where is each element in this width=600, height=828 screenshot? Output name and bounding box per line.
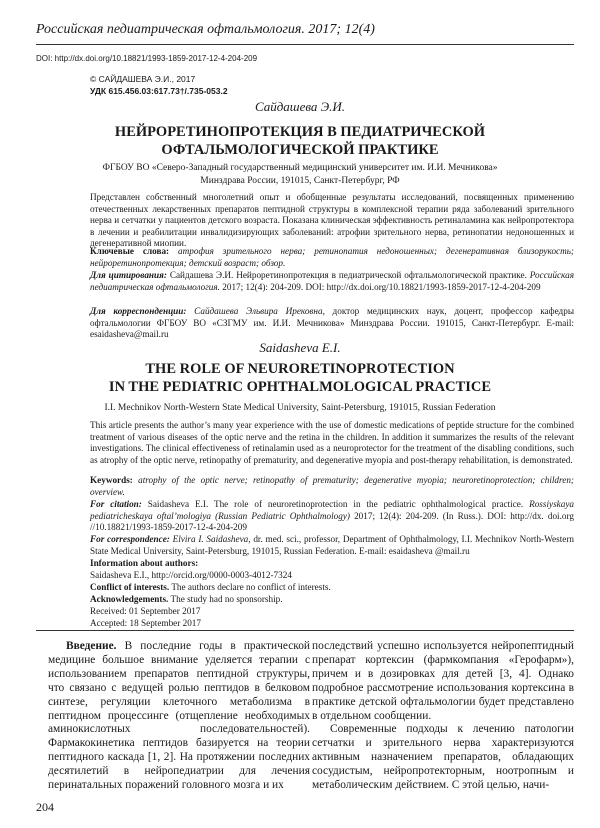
correspondence-en-text: dr. med. sci., professor, Department of Ophthalmology, I.I. Mechnikov North-Western State Medical University, Saint-Petersburg, 191015, Russian Federation. E-mail: esaidasheva @mail.ru: [90, 534, 574, 556]
correspondence-en: [90, 534, 574, 557]
citation-en-tail: 2017; 12(4): 204-209. (In Russ.). DOI: http://dx. doi.org //10.18821/1993-1859-2017-12-4-204-209: [90, 510, 574, 532]
keywords-ru-label: Ключевые слова:: [90, 246, 170, 256]
citation-en: [90, 499, 574, 534]
citation-en-journal: Rossiyskaya pediatricheskaya oftal’mologiya (Russian Pediatric Ophthalmology): [90, 499, 574, 521]
disclosures: [90, 582, 574, 605]
header-rule: [36, 44, 574, 45]
header-doi[interactable]: DOI: http://dx.doi.org/10.18821/1993-1859-2017-12-4-204-209: [36, 54, 258, 63]
abstract-ru: Представлен собственный многолетний опыт и обобщенные результаты исследований, посвященных применению отечественных лекарственных препаратов пептидной структуры в комплексной терапии ряда заболеваний зрительного нерва и сетчатки у пациентов детского возраста. Показана клиническая эффективность ретиналамина как нейропротектора в лечении и реабилитации инвалидизирующих заболеваний: атрофии зрительного нерва, ретинопатии недоношенных и дегенеративной миопии.: [90, 192, 574, 248]
title-en: [60, 360, 540, 396]
body-column-left: [48, 640, 310, 793]
udk-code: УДК 615.456.03:617.73†/.735-053.2: [90, 86, 228, 96]
journal-header: Российская педиатрическая офтальмология. 2017; 12(4): [36, 22, 375, 37]
author-info-label: Information about authors:: [90, 558, 199, 568]
intro-paragraph: [48, 640, 310, 793]
body-paragraph-1: последствий успешно используется нейропептидный препарат кортексин (фармкомпания «Герофарм»), причем и в дозировках для детей [3, 4]. Однако подробное рассмотрение использования кортексина в практике детской офтальмологии будет представлено в отдельном сообщении.: [312, 640, 574, 722]
intro-text: В последние годы в практической медицине большое внимание уделяется терапии с использованием препаратов пептидной структуры, что связано с ведущей ролью пептидов в белковом синтезе, регуляции клеточного метаболизма в пептидном процессинге (отщепление необходимых аминокислотных последовательностей). Фармакокинетика пептидов базируется на теории пептидного каскада [1, 2]. На протяжении последних десятилетий в нейропедиатрии для лечения перинатальных поражений головного мозга и их: [48, 640, 310, 792]
intro-label: Введение.: [66, 640, 117, 652]
keywords-ru: [90, 246, 574, 269]
title-en-line2: IN THE PEDIATRIC OPHTHALMOLOGICAL PRACTICE: [108, 379, 492, 395]
keywords-en-text: atrophy of the optic nerve; retinopathy of prematurity; degenerative myopia; neuroretinoprotection; children; overview.: [90, 475, 574, 497]
correspondence-en-label: For correspondence:: [90, 534, 170, 544]
author-info-text[interactable]: Saidasheva E.I., http://orcid.org/0000-0003-4012-7324: [90, 569, 292, 580]
citation-ru-text: Сайдашева Э.И. Нейроретинопротекция в педиатрической офтальмологической практике.: [166, 270, 530, 280]
keywords-en-label: Keywords:: [90, 475, 133, 485]
correspondence-en-name: Elvira I. Saidasheva,: [169, 534, 251, 544]
body-paragraph-2: Современные подходы к лечению патологии сетчатки и зрительного нерва характеризуются активным назначением препаратов, обладающих сосудистым, нейропротекторным, ноотропным и метаболическим действием. С этой целью, начи-: [312, 723, 574, 792]
dates: [90, 606, 574, 629]
citation-ru-journal: Российская педиатрическая офтальмология.: [90, 270, 574, 292]
conflict-text: The authors declare no conflict of interests.: [169, 582, 331, 592]
conflict-label: Conflict of interests.: [90, 582, 170, 592]
affiliation-ru-line2: Минздрава России, 191015, Санкт-Петербург, РФ: [200, 176, 400, 186]
author-en: Saidasheva E.I.: [259, 340, 341, 355]
affiliation-ru: [60, 162, 540, 188]
received-date: Received: 01 September 2017: [90, 606, 201, 616]
title-en-line1: THE ROLE OF NEURORETINOPROTECTION: [145, 361, 455, 377]
citation-en-label: For citation:: [90, 499, 142, 509]
accepted-date: Accepted: 18 September 2017: [90, 617, 201, 628]
citation-ru-label: Для цитирования:: [90, 270, 167, 280]
page-number: 204: [36, 800, 54, 814]
abstract-en: This article presents the author’s many year experience with the use of domestic medications of peptide structure for the combined treatment of various diseases of the optic nerve and the retina in the children. In addition it summarizes the results of the relevant investigations. The clinical effectiveness of retinalamin used as a neuroprotector for the treatment of the disabling conditions, such as atrophy of the optic nerve, retinopathy of prematurity, and degenerative myopia and post-therapy rehabilitation, is demonstrated.: [90, 420, 574, 465]
title-ru-line2: ОФТАЛЬМОЛОГИЧЕСКОЙ ПРАКТИКЕ: [161, 142, 439, 158]
affiliation-en: I.I. Mechnikov North-Western State Medical University, Saint-Petersburg, 191015, Russian Federation: [104, 403, 496, 413]
title-ru: [60, 123, 540, 159]
author-ru: Сайдашева Э.И.: [254, 99, 346, 114]
title-ru-line1: НЕЙРОРЕТИНОПРОТЕКЦИЯ В ПЕДИАТРИЧЕСКОЙ: [114, 124, 486, 140]
body-column-right: [312, 640, 574, 793]
ack-text: The study had no sponsorship.: [168, 593, 283, 604]
author-info: [90, 558, 574, 581]
keywords-ru-text: атрофия зрительного нерва; ретинопатия недоношенных; дегенеративная близорукость; нейроретинопротекция; детский возраст; обзор.: [90, 246, 574, 268]
section-rule: [36, 630, 574, 631]
citation-ru: [90, 270, 574, 293]
ack-label: Acknowledgements.: [90, 593, 169, 604]
correspondence-ru-text: доктор медицинских наук, доцент, профессор кафедры офтальмологии ФГБОУ ВО «СЗГМУ им. И.И. Мечникова» Минздрава России. 191015, Санкт-Петербург. E-mail: esaidasheva@mail.ru: [90, 306, 574, 339]
affiliation-ru-line1: ФГБОУ ВО «Северо-Западный государственный медицинский университет им. И.И. Мечникова»: [102, 163, 498, 173]
copyright: © САЙДАШЕВА Э.И., 2017: [90, 74, 196, 84]
keywords-en: [90, 475, 574, 498]
correspondence-ru-label: Для корреспонденции:: [90, 306, 187, 316]
correspondence-ru: [90, 306, 574, 341]
correspondence-ru-name: Сайдашева Эльвира Ирековна,: [186, 306, 325, 316]
citation-en-text: Saidasheva E.I. The role of neuroretinoprotection in the pediatric ophthalmological practice.: [141, 499, 530, 509]
citation-ru-tail: 2017; 12(4): 204-209. DOI: http://dx.doi.org/10.18821/1993-1859-2017-12-4-204-209: [219, 281, 541, 292]
